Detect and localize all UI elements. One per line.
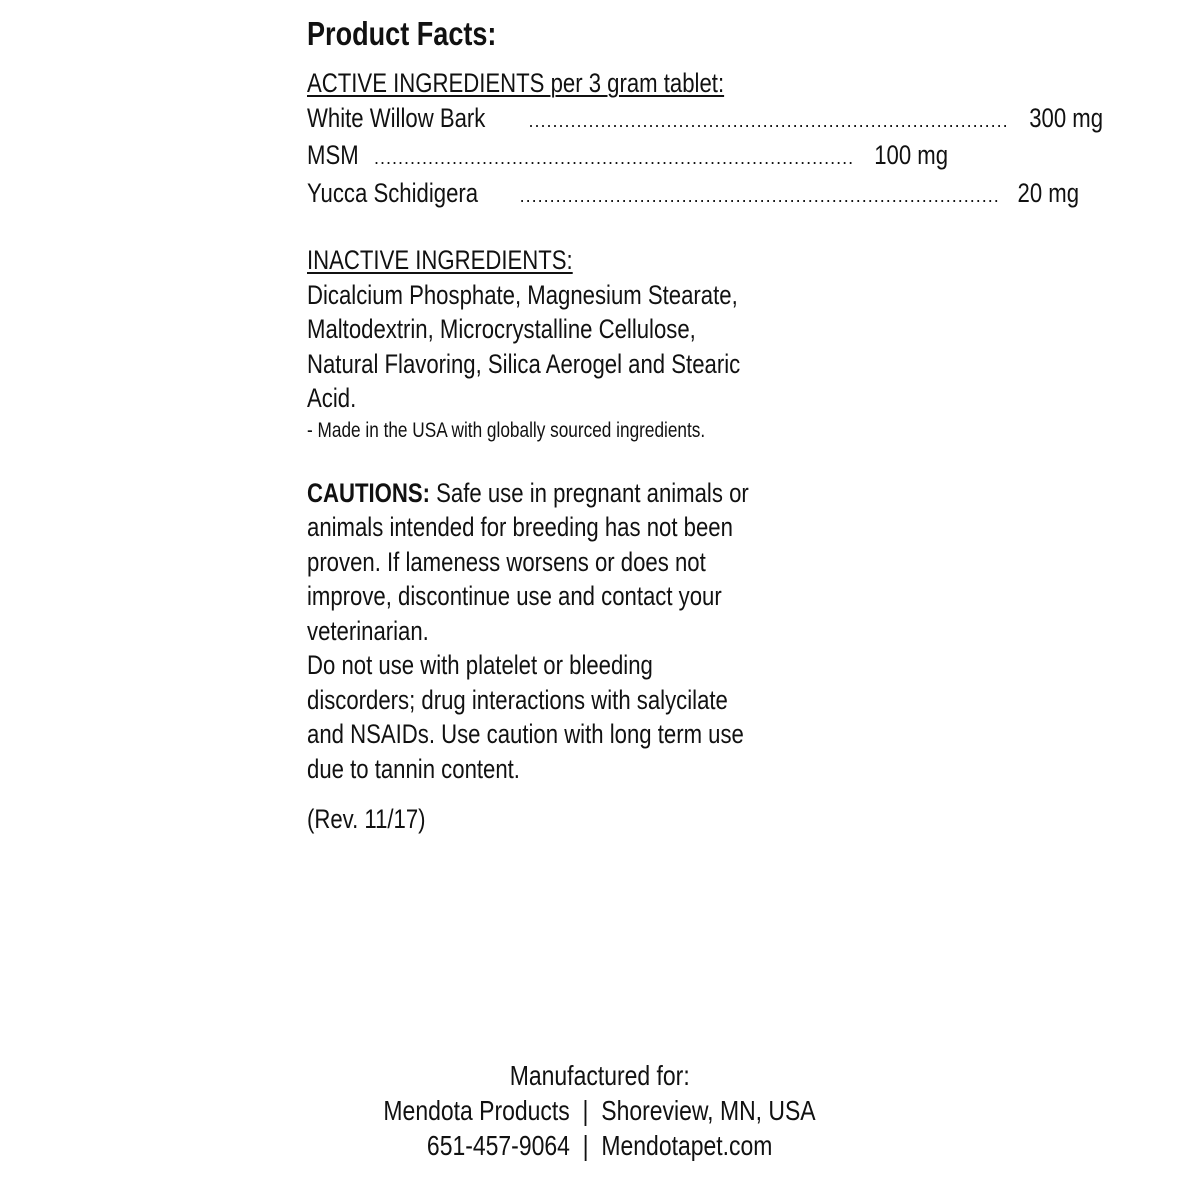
cautions-line: Do not use with platelet or bleeding xyxy=(307,650,653,680)
product-facts-panel xyxy=(307,14,1103,837)
ingredient-row-white-willow-bark xyxy=(307,101,1103,139)
cautions-line: improve, discontinue use and contact your xyxy=(307,581,722,611)
leader-dots: ................................................................................ xyxy=(519,185,1000,206)
active-ingredients-heading: ACTIVE INGREDIENTS per 3 gram tablet: xyxy=(307,68,725,98)
cautions-line: due to tannin content. xyxy=(307,753,520,784)
ingredient-row-yucca-schidigera xyxy=(307,176,1079,214)
ingredient-amount: 20 mg xyxy=(1017,177,1079,208)
manufactured-for-label: Manufactured for: xyxy=(510,1060,690,1091)
cautions-line: discorders; drug interactions with salycilate xyxy=(307,684,728,715)
inactive-line: Dicalcium Phosphate, Magnesium Stearate, xyxy=(307,279,738,310)
ingredient-name: MSM xyxy=(307,140,359,170)
leader-dots: ................................................................................ xyxy=(374,148,855,168)
revision-note: (Rev. 11/17) xyxy=(307,804,426,834)
ingredient-row-msm xyxy=(307,138,949,176)
cautions-line: and NSAIDs. Use caution with long term use xyxy=(307,719,744,749)
manufacturer-contact: 651-457-9064 | Mendotapet.com xyxy=(427,1130,773,1161)
manufacturer-footer xyxy=(0,1058,1200,1163)
inactive-ingredients-heading: INACTIVE INGREDIENTS: xyxy=(307,245,573,275)
inactive-line: Natural Flavoring, Silica Aerogel and Stearic xyxy=(307,348,741,379)
cautions-label: CAUTIONS: xyxy=(307,477,430,508)
cautions-line: veterinarian. xyxy=(307,615,429,646)
inactive-ingredients-text xyxy=(307,278,847,416)
ingredient-amount: 100 mg xyxy=(874,140,949,170)
cautions-line: animals intended for breeding has not been xyxy=(307,512,733,542)
ingredient-name: White Willow Bark xyxy=(307,102,486,133)
active-ingredients-list xyxy=(307,101,1103,214)
cautions-section xyxy=(307,476,847,787)
origin-note: - Made in the USA with globally sourced ingredients. xyxy=(307,418,706,442)
inactive-line: Maltodextrin, Microcrystalline Cellulose, xyxy=(307,314,696,344)
inactive-line: Acid. xyxy=(307,383,357,413)
cautions-line: proven. If lameness worsens or does not xyxy=(307,546,706,577)
cautions-line: Safe use in pregnant animals or xyxy=(430,477,749,508)
ingredient-name: Yucca Schidigera xyxy=(307,177,479,208)
manufacturer-name-location: Mendota Products | Shoreview, MN, USA xyxy=(383,1095,817,1126)
product-facts-title: Product Facts: xyxy=(307,15,497,52)
ingredient-amount: 300 mg xyxy=(1028,102,1103,133)
leader-dots: ................................................................................ xyxy=(528,110,1009,131)
